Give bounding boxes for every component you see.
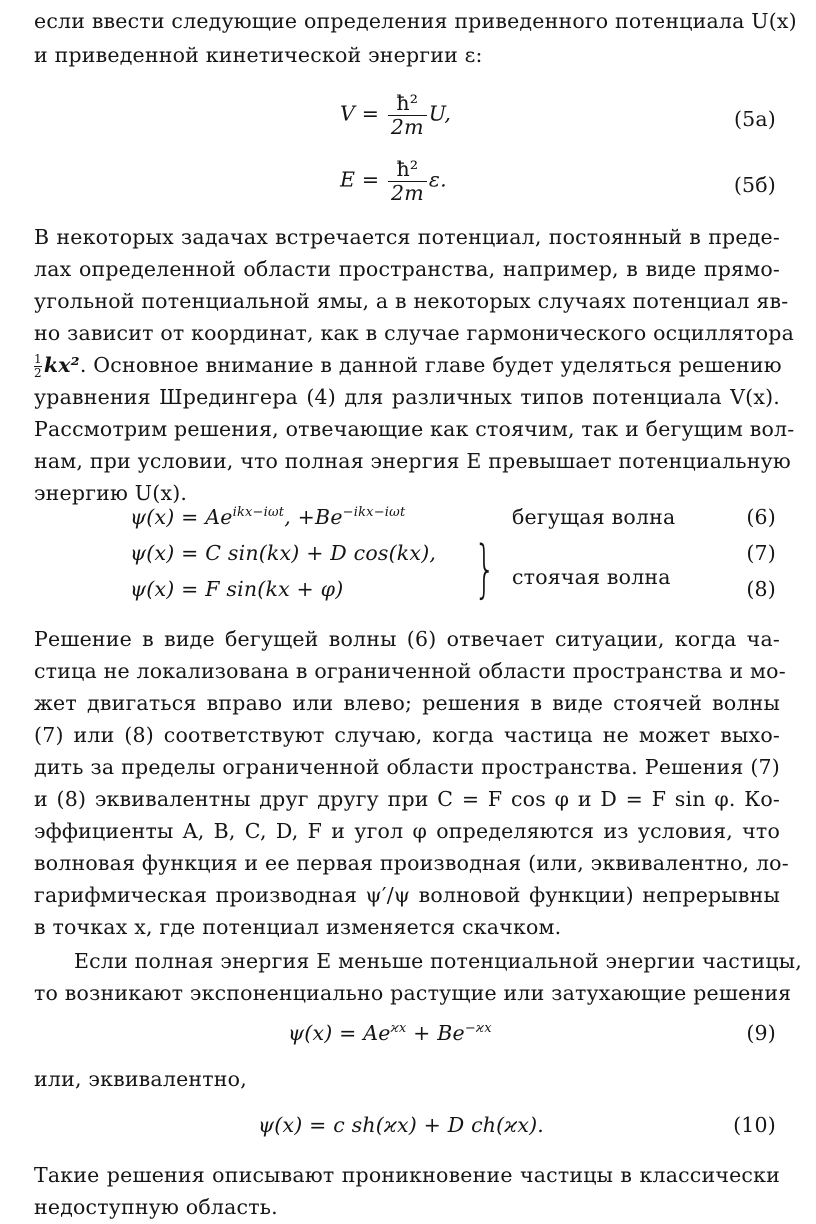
para3-line1: Решение в виде бегущей волны (6) отвечает ситуации, когда ча- [34, 627, 780, 651]
para1-line1: если ввести следующие определения приведенного потенциала U(x) [34, 9, 797, 33]
eq9-label: (9) [746, 1021, 776, 1045]
equation-9 [288, 1018, 492, 1048]
para2-line9: энергию U(x). [34, 481, 188, 505]
para3-line10: в точках x, где потенциал изменяется скачком. [34, 915, 562, 939]
eq6-description: бегущая волна [512, 505, 676, 529]
eq5b-rhs: ε. [428, 167, 447, 192]
half-fraction [34, 353, 42, 379]
eq8-label: (8) [746, 577, 776, 601]
para3-line7: эффициенты A, B, C, D, F и угол φ определяются из условия, что [34, 819, 780, 843]
para2-line2: лах определенной области пространства, например, в виде прямо- [34, 257, 780, 281]
para3-line9: гарифмическая производная ψ′/ψ волновой функции) непрерывны [34, 883, 780, 907]
para5-line1: Такие решения описывают проникновение частицы в классически [34, 1163, 780, 1187]
eq7-label: (7) [746, 541, 776, 565]
eq5b-label: (5б) [733, 173, 776, 197]
para4-line2: то возникают экспоненциально растущие или затухающие решения [34, 981, 792, 1005]
eq9-sup1: ϰx [390, 1021, 407, 1037]
eq5a-label: (5а) [733, 107, 776, 131]
para2-line5 [34, 350, 780, 380]
para3-line5: дить за пределы ограниченной области пространства. Решения (7) [34, 755, 780, 779]
para3-line4: (7) или (8) соответствуют случаю, когда частица не может выхо- [34, 723, 780, 747]
eq9-part2: + Be [406, 1021, 465, 1045]
equation-5a [340, 92, 451, 138]
eq9-sup2: −ϰx [464, 1021, 492, 1037]
half-num: 1 [34, 352, 42, 367]
equation-7: ψ(x) = C sin(kx) + D cos(kx), [130, 541, 437, 565]
para2-line6: уравнения Шредингера (4) для различных типов потенциала V(x). [34, 385, 780, 409]
para2-line5-rest: . Основное внимание в данной главе будет уделяться решению [79, 353, 782, 377]
para2-line1: В некоторых задачах встречается потенциал, постоянный в преде- [34, 225, 780, 249]
equation-8: ψ(x) = F sin(kx + φ) [130, 577, 344, 601]
eq9-part1: ψ(x) = Ae [288, 1021, 391, 1045]
eq6-sup2: −ikx−iωt [342, 505, 406, 521]
eq5a-den: 2m [390, 114, 424, 139]
equation-6 [130, 502, 405, 532]
para2-line7: Рассмотрим решения, отвечающие как стоячим, так и бегущим вол- [34, 417, 795, 441]
para3-line8: волновая функция и ее первая производная (или, эквивалентно, ло- [34, 851, 789, 875]
eq5b-fraction [388, 158, 427, 204]
standing-wave-label: стоячая волна [512, 565, 671, 589]
eq5a-lhs: V = [340, 101, 380, 126]
right-brace: } [474, 532, 496, 605]
para2-line8: нам, при условии, что полная энергия E превышает потенциальную [34, 449, 791, 473]
eq5b-den: 2m [390, 180, 424, 205]
equation-5b [340, 158, 447, 204]
half-den: 2 [34, 366, 42, 380]
eq6-label: (6) [746, 505, 776, 529]
para1-line2: и приведенной кинетической энергии ε: [34, 43, 483, 67]
para3-line2: стица не локализована в ограниченной области пространства и мо- [34, 659, 786, 683]
equation-10: ψ(x) = c sh(ϰx) + D ch(ϰx). [258, 1113, 545, 1137]
eq5a-rhs: U, [428, 101, 452, 126]
eq5b-lhs: E = [340, 167, 380, 192]
para3-line6: и (8) эквивалентны друг другу при C = F cos φ и D = F sin φ. Ко- [34, 787, 780, 811]
para4-line1: Если полная энергия E меньше потенциальной энергии частицы, [74, 949, 802, 973]
para3-line3: жет двигаться вправо или влево; решения в виде стоячей волны [34, 691, 780, 715]
eq5a-fraction [388, 92, 427, 138]
para5-line2: недоступную область. [34, 1195, 278, 1219]
or-equivalently: или, эквивалентно, [34, 1067, 247, 1091]
eq10-label: (10) [733, 1113, 776, 1137]
para2-line3: угольной потенциальной ямы, а в некоторых случаях потенциал яв- [34, 289, 789, 313]
kx2-expr: kx² [43, 353, 80, 377]
eq6-part2: , +Be [284, 505, 343, 529]
eq5b-num: ħ² [388, 158, 427, 182]
eq5a-num: ħ² [388, 92, 427, 116]
eq6-part1: ψ(x) = Ae [130, 505, 233, 529]
para2-line4: но зависит от координат, как в случае гармонического осциллятора [34, 321, 794, 345]
eq6-sup1: ikx−iωt [232, 505, 285, 521]
